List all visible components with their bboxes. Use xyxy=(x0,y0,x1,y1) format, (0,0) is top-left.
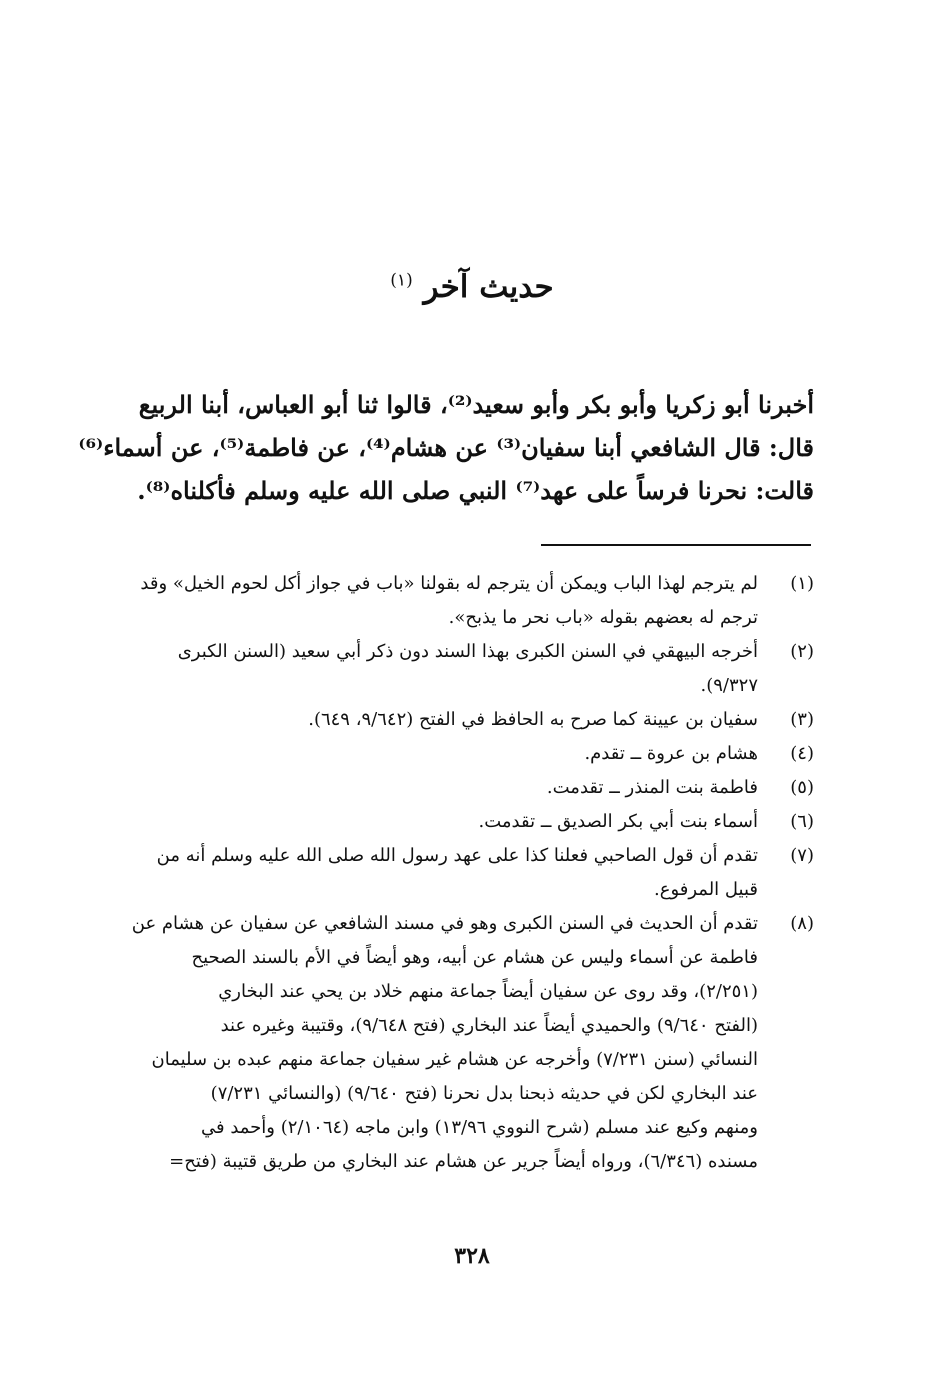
title-text: حديث آخر xyxy=(423,269,554,305)
footnote-text xyxy=(108,907,758,1179)
footnote-line: ٩/٣٢٧). xyxy=(700,675,758,696)
footnote-text xyxy=(108,635,758,703)
footnote-line: فاطمة بنت المنذر ــ تقدمت. xyxy=(546,777,758,798)
section-title xyxy=(0,262,944,312)
footnote-line: (الفتح ٩/٦٤٠) والحميدي أيضاً عند البخاري (فتح ٩/٦٤٨)، وقتيبة وغيره عند xyxy=(220,1015,758,1036)
footnote-line: سفيان بن عيينة كما صرح به الحافظ في الفتح (٩/٦٤٢، ٦٤٩). xyxy=(308,709,758,730)
footnote xyxy=(108,703,814,737)
hadith-text xyxy=(78,383,814,512)
footnote-line: قبيل المرفوع. xyxy=(653,879,758,900)
footnotes xyxy=(108,567,814,1179)
footnote xyxy=(108,737,814,771)
footnote xyxy=(108,839,814,907)
footnote xyxy=(108,805,814,839)
footnote-line: أسماء بنت أبي بكر الصديق ــ تقدمت. xyxy=(478,811,758,832)
footnote-line: هشام بن عروة ــ تقدم. xyxy=(584,743,758,764)
footnote-number: (٦) xyxy=(790,811,814,832)
footnote-number: (٥) xyxy=(790,777,814,798)
footnote-separator xyxy=(541,544,811,546)
footnote-line: عند البخاري لكن في حديثه ذبحنا بدل نحرنا (فتح ٩/٦٤٠) (والنسائي ٧/٢٣١) xyxy=(210,1083,758,1104)
footnote-line: أخرجه البيهقي في السنن الكبرى بهذا السند دون ذكر أبي سعيد (السنن الكبرى xyxy=(177,641,758,662)
footnote xyxy=(108,771,814,805)
footnote xyxy=(108,907,814,1179)
footnote-text xyxy=(108,771,758,805)
footnote-line: مسنده (٦/٣٤٦)، ورواه أيضاً جرير عن هشام عند البخاري من طريق قتيبة (فتح= xyxy=(169,1151,758,1172)
footnote-text xyxy=(108,703,758,737)
footnote-number: (٨) xyxy=(790,913,814,934)
footnote-number: (٣) xyxy=(790,709,814,730)
footnote xyxy=(108,635,814,703)
footnote-line: (٢/٢٥١)، وقد روى عن سفيان أيضاً جماعة منهم خلاد بن يحي عند البخاري xyxy=(218,981,758,1002)
footnote-number: (١) xyxy=(790,573,814,594)
footnote-number: (٤) xyxy=(790,743,814,764)
footnote-text xyxy=(108,737,758,771)
footnote-line: ترجم له بعضهم بقوله «باب نحر ما يذبح». xyxy=(448,607,758,628)
footnote-text xyxy=(108,805,758,839)
page-number: ٣٢٨ xyxy=(454,1243,490,1269)
footnote-line: النسائي (سنن ٧/٢٣١) وأخرجه عن هشام غير سفيان جماعة منهم عبده بن سليمان xyxy=(151,1049,758,1070)
title-footnote-ref: (١) xyxy=(390,270,413,291)
footnote xyxy=(108,567,814,635)
footnote-line: ومنهم وكيع عند مسلم (شرح النووي ١٣/٩٦) وابن ماجه (٢/١٠٦٤) وأحمد في xyxy=(201,1117,758,1138)
hadith-line: أخبرنا أبو زكريا وأبو بكر وأبو سعيد⁽²⁾، قالوا ثنا أبو العباس، أبنا الربيع xyxy=(138,390,814,419)
footnote-text xyxy=(108,839,758,907)
hadith-line: قالت: نحرنا فرساً على عهد⁽⁷⁾ النبي صلى الله عليه وسلم فأكلناه⁽⁸⁾. xyxy=(137,476,814,505)
footnote-line: تقدم أن الحديث في السنن الكبرى وهو في مسند الشافعي عن سفيان عن هشام عن xyxy=(131,913,758,934)
footnote-line: لم يترجم لهذا الباب ويمكن أن يترجم له بقولنا «باب في جواز أكل لحوم الخيل» وقد xyxy=(140,573,758,594)
footnote-number: (٧) xyxy=(790,845,814,866)
footnote-number: (٢) xyxy=(790,641,814,662)
footnote-text xyxy=(108,567,758,635)
footnote-line: تقدم أن قول الصاحبي فعلنا كذا على عهد رسول الله صلى الله عليه وسلم أنه من xyxy=(156,845,758,866)
footnote-line: فاطمة عن أسماء وليس عن هشام عن أبيه، وهو أيضاً في الأم بالسند الصحيح xyxy=(191,947,758,968)
hadith-line: قال: قال الشافعي أبنا سفيان⁽³⁾ عن هشام⁽⁴⁾، عن فاطمة⁽⁵⁾، عن أسماء⁽⁶⁾ xyxy=(78,433,814,462)
